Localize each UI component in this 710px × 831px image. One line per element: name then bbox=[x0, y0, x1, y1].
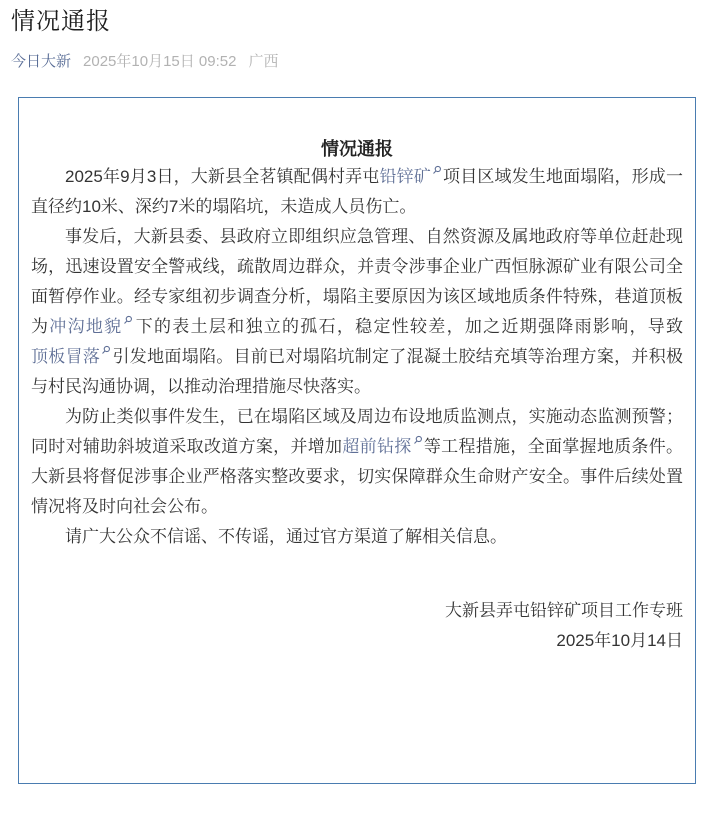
search-term-link[interactable] bbox=[31, 347, 112, 366]
search-term-link[interactable] bbox=[379, 167, 442, 186]
notice-paragraph bbox=[31, 162, 683, 222]
byline bbox=[11, 52, 696, 72]
page-title: 情况通报 bbox=[11, 8, 111, 35]
signature-date: 2025年10月14日 bbox=[556, 631, 683, 650]
search-term-label: 铅锌矿 bbox=[379, 167, 431, 186]
paragraph-text: 下的表土层和独立的孤石，稳定性较差，加之近期强降雨影响，导致 bbox=[134, 317, 684, 336]
search-term-label: 顶板冒落 bbox=[31, 347, 101, 366]
notice-paragraph bbox=[31, 402, 683, 522]
paragraph-text: 事发后，大新县委、县政府立即组织应急管理、自然资源及属地政府等单位赶赴现场，迅速设置安全警戒线，疏散周边群众，并责令涉事企业广西恒脉源矿业有限公司全面暂停作业。经专家组初步调查分析，塌陷主要原因为该区域地质条件特殊，巷道顶板为 bbox=[31, 227, 683, 336]
paragraph-text: 为防止类似事件发生，已在塌陷区域及周边布设地质监测点，实施动态监测预警；同时对辅助斜坡道采取改道方案，并增加 bbox=[31, 407, 683, 456]
search-icon bbox=[123, 315, 133, 325]
search-term-link[interactable] bbox=[342, 437, 423, 456]
paragraph-text: 2025年9月3日，大新县全茗镇配偶村弄屯 bbox=[65, 167, 380, 186]
notice-paragraph bbox=[31, 222, 683, 402]
notice-card bbox=[18, 97, 696, 784]
article-page bbox=[0, 5, 710, 784]
signature-org: 大新县弄屯铅锌矿项目工作专班 bbox=[445, 601, 683, 620]
search-icon bbox=[413, 435, 423, 445]
notice-paragraph bbox=[31, 522, 683, 552]
search-icon bbox=[101, 345, 111, 355]
paragraph-text: 请广大公众不信谣、不传谣，通过官方渠道了解相关信息。 bbox=[65, 527, 507, 546]
publish-date: 2025年10月15日 09:52 bbox=[83, 53, 237, 70]
paragraph-text: 引发地面塌陷。目前已对塌陷坑制定了混凝土胶结充填等治理方案，并积极与村民沟通协调，以推动治理措施尽快落实。 bbox=[31, 347, 684, 396]
account-name[interactable]: 今日大新 bbox=[11, 53, 72, 70]
search-icon bbox=[432, 165, 442, 175]
search-term-label: 冲沟地貌 bbox=[49, 317, 123, 336]
search-term-link[interactable] bbox=[49, 317, 134, 336]
notice-title: 情况通报 bbox=[321, 139, 393, 159]
publish-location: 广西 bbox=[248, 53, 279, 70]
paragraph-text: 项目区域发生地面塌陷，形成一直径约10米、深约7米的塌陷坑，未造成人员伤亡。 bbox=[31, 167, 683, 216]
signature-block bbox=[31, 596, 683, 656]
paragraph-text: 等工程措施，全面掌握地质条件。大新县将督促涉事企业严格落实整改要求，切实保障群众生命财产安全。事件后续处置情况将及时向社会公布。 bbox=[31, 437, 684, 516]
search-term-label: 超前钻探 bbox=[342, 437, 412, 456]
